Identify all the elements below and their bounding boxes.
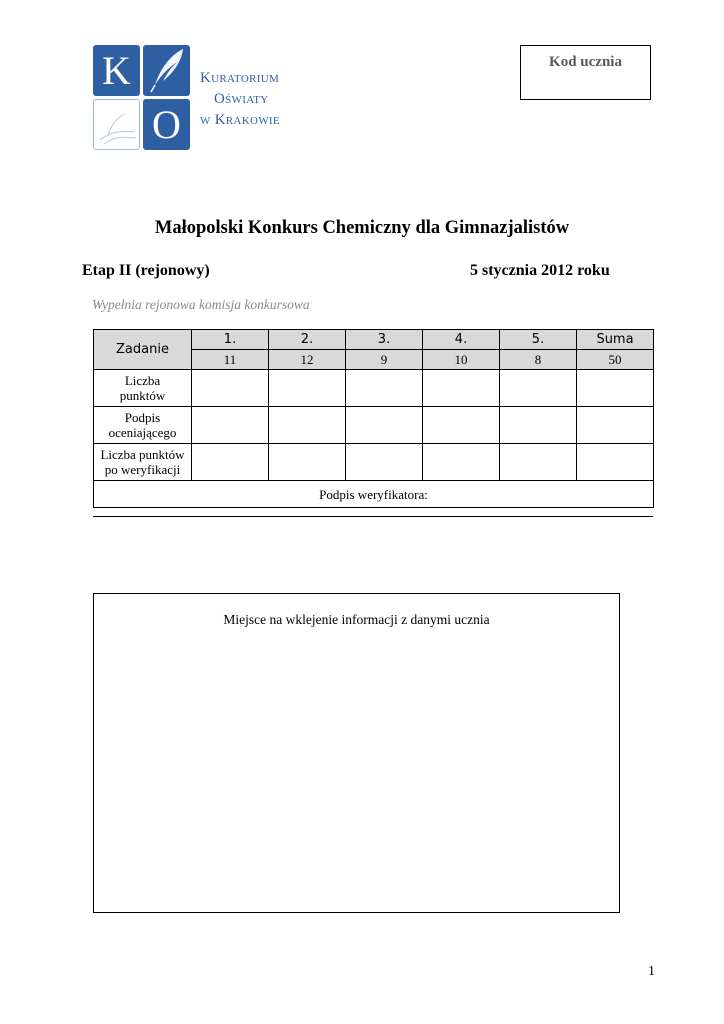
- score-cell[interactable]: [269, 370, 346, 407]
- logo-letter-o: O: [152, 102, 181, 147]
- verifier-signature-field[interactable]: Podpis weryfikatora:: [94, 481, 654, 508]
- verified-score-cell[interactable]: [577, 444, 654, 481]
- signature-cell[interactable]: [269, 407, 346, 444]
- task-col-2: 2.: [269, 330, 346, 350]
- student-code-box[interactable]: [520, 45, 651, 100]
- score-cell[interactable]: [192, 370, 269, 407]
- logo-tile-o: [143, 99, 190, 150]
- max-points-4: 10: [423, 350, 500, 370]
- task-header-label: Zadanie: [94, 330, 192, 370]
- logo-letter-k: K: [102, 48, 131, 93]
- row-label-grader-signature: [94, 407, 192, 444]
- student-code-label: Kod ucznia: [549, 54, 622, 70]
- row-label-points: [94, 370, 192, 407]
- table-row: [94, 444, 654, 481]
- table-row: [94, 370, 654, 407]
- page-number: 1: [648, 964, 655, 979]
- task-col-5: 5.: [500, 330, 577, 350]
- row-label-line: oceniającego: [108, 425, 177, 440]
- verified-score-cell[interactable]: [269, 444, 346, 481]
- signature-cell[interactable]: [500, 407, 577, 444]
- logo-tile-sketch: [93, 99, 140, 150]
- signature-cell[interactable]: [192, 407, 269, 444]
- contest-date: 5 stycznia 2012 roku: [470, 262, 610, 279]
- quill-icon: [143, 45, 190, 96]
- verified-score-cell[interactable]: [192, 444, 269, 481]
- sticker-area-label: Miejsce na wklejenie informacji z danymi ucznia: [223, 612, 490, 627]
- signature-cell[interactable]: [423, 407, 500, 444]
- task-col-sum: Suma: [577, 330, 654, 350]
- logo-line-3: w Krakowie: [200, 112, 280, 128]
- max-points-5: 8: [500, 350, 577, 370]
- row-label-line: Podpis: [124, 410, 161, 425]
- task-col-4: 4.: [423, 330, 500, 350]
- verified-score-cell[interactable]: [346, 444, 423, 481]
- table-row: [94, 407, 654, 444]
- score-cell[interactable]: [577, 370, 654, 407]
- score-cell[interactable]: [346, 370, 423, 407]
- logo-line-1: Kuratorium: [200, 70, 280, 86]
- divider-line: [93, 516, 653, 517]
- signature-cell[interactable]: [577, 407, 654, 444]
- signature-cell[interactable]: [346, 407, 423, 444]
- task-col-1: 1.: [192, 330, 269, 350]
- kuratorium-logo: [93, 45, 193, 153]
- table-row: [94, 481, 654, 508]
- contest-stage: Etap II (rejonowy): [82, 262, 210, 279]
- row-label-line: punktów: [119, 388, 166, 403]
- row-label-line: po weryfikacji: [104, 462, 181, 477]
- verified-score-cell[interactable]: [500, 444, 577, 481]
- contest-title: Małopolski Konkurs Chemiczny dla Gimnazjalistów: [154, 218, 570, 238]
- row-label-line: Liczba punktów: [100, 447, 185, 462]
- max-points-1: 11: [192, 350, 269, 370]
- max-points-3: 9: [346, 350, 423, 370]
- scores-table: [93, 329, 654, 508]
- row-label-verified-points: [94, 444, 192, 481]
- score-cell[interactable]: [500, 370, 577, 407]
- max-points-2: 12: [269, 350, 346, 370]
- logo-wordmark: [200, 68, 280, 131]
- row-label-line: Liczba: [124, 373, 161, 388]
- verified-score-cell[interactable]: [423, 444, 500, 481]
- logo-tile-k: [93, 45, 140, 96]
- max-points-sum: 50: [577, 350, 654, 370]
- task-col-3: 3.: [346, 330, 423, 350]
- sticker-area: [93, 593, 620, 913]
- commission-note: Wypełnia rejonowa komisja konkursowa: [92, 297, 310, 312]
- logo-line-2: Oświaty: [214, 91, 269, 107]
- score-cell[interactable]: [423, 370, 500, 407]
